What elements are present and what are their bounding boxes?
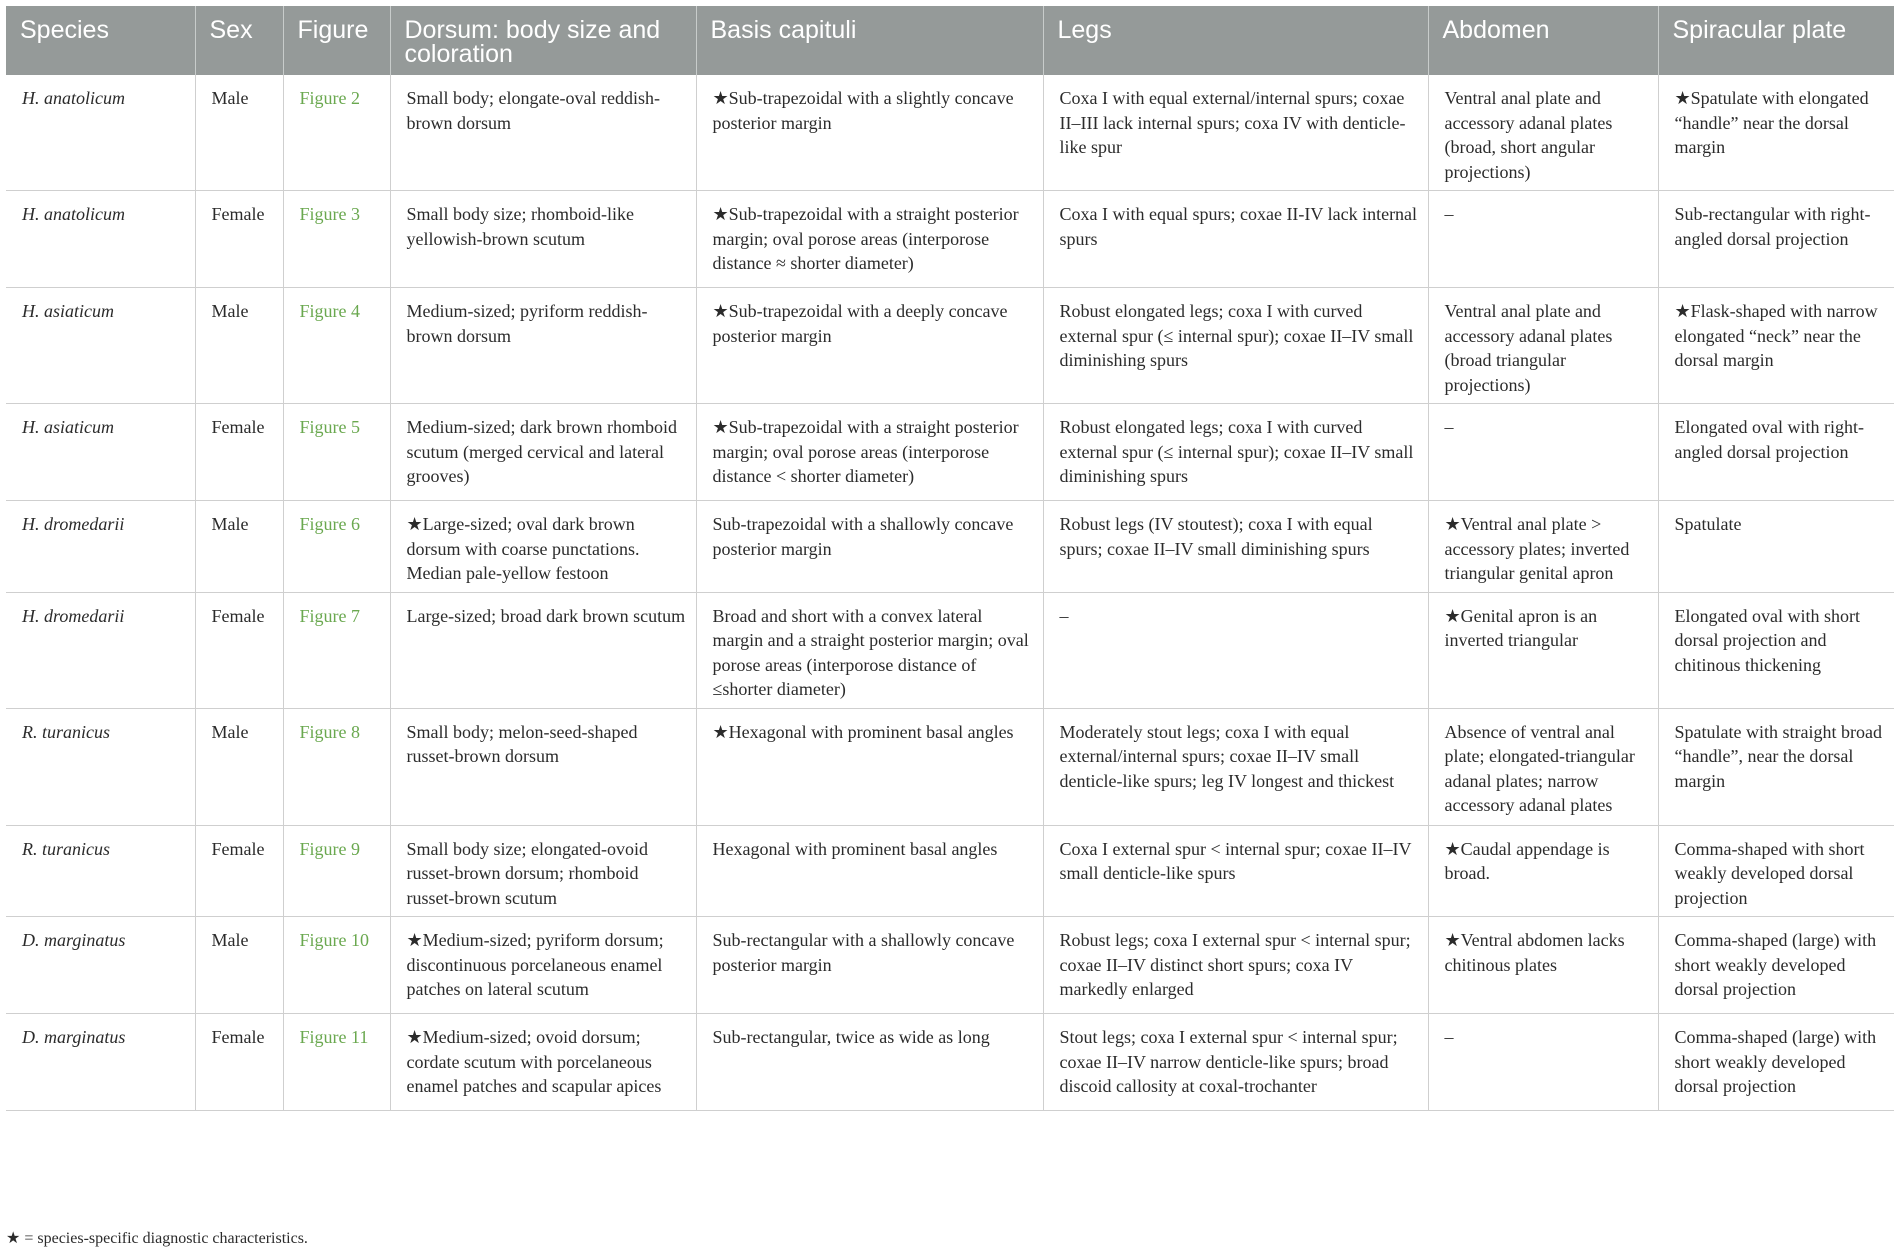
cell-dorsum: Small body size; elongated-ovoid russet-brown dorsum; rhomboid russet-brown scutum — [390, 825, 696, 917]
cell-spiracular-plate: ★Flask-shaped with narrow elongated “neck” near the dorsal margin — [1658, 288, 1894, 404]
cell-spiracular-plate: Spatulate with straight broad “handle”, near the dorsal margin — [1658, 708, 1894, 825]
cell-abdomen: Absence of ventral anal plate; elongated-triangular adanal plates; narrow accessory adanal plates — [1428, 708, 1658, 825]
cell-spiracular-plate: ★Spatulate with elongated “handle” near the dorsal margin — [1658, 75, 1894, 191]
header-basis-capituli: Basis capituli — [696, 6, 1043, 75]
cell-sex: Male — [195, 708, 283, 825]
cell-dorsum: Medium-sized; pyriform reddish-brown dorsum — [390, 288, 696, 404]
cell-sex: Male — [195, 917, 283, 1014]
cell-legs: Robust elongated legs; coxa I with curved external spur (≤ internal spur); coxae II–IV small diminishing spurs — [1043, 404, 1428, 501]
cell-abdomen: ★Caudal appendage is broad. — [1428, 825, 1658, 917]
table-row — [6, 288, 1894, 404]
cell-basis-capituli: ★Sub-trapezoidal with a straight posterior margin; oval porose areas (interporose distance ≈ shorter diameter) — [696, 191, 1043, 288]
cell-legs: – — [1043, 592, 1428, 708]
cell-species: H. dromedarii — [6, 501, 195, 593]
cell-species: H. asiaticum — [6, 288, 195, 404]
header-legs: Legs — [1043, 6, 1428, 75]
cell-spiracular-plate: Comma-shaped (large) with short weakly developed dorsal projection — [1658, 917, 1894, 1014]
cell-legs: Coxa I with equal external/internal spurs; coxae II–III lack internal spurs; coxa IV with denticle-like spur — [1043, 75, 1428, 191]
cell-legs: Moderately stout legs; coxa I with equal external/internal spurs; coxae II–IV small denticle-like spurs; leg IV longest and thickest — [1043, 708, 1428, 825]
figure-link[interactable]: Figure 7 — [283, 592, 390, 708]
cell-abdomen: ★Genital apron is an inverted triangular — [1428, 592, 1658, 708]
header-figure: Figure — [283, 6, 390, 75]
cell-dorsum: ★Large-sized; oval dark brown dorsum with coarse punctations. Median pale-yellow festoon — [390, 501, 696, 593]
table-footnote: ★ = species-specific diagnostic characteristics. — [6, 1230, 308, 1247]
cell-spiracular-plate: Spatulate — [1658, 501, 1894, 593]
species-characteristics-table — [6, 6, 1894, 1111]
cell-dorsum: Large-sized; broad dark brown scutum — [390, 592, 696, 708]
cell-abdomen: Ventral anal plate and accessory adanal plates (broad triangular projections) — [1428, 288, 1658, 404]
table-container — [6, 6, 1894, 1111]
header-abdomen: Abdomen — [1428, 6, 1658, 75]
cell-abdomen: – — [1428, 1014, 1658, 1111]
cell-abdomen: ★Ventral abdomen lacks chitinous plates — [1428, 917, 1658, 1014]
table-row — [6, 708, 1894, 825]
cell-species: D. marginatus — [6, 917, 195, 1014]
table-row — [6, 501, 1894, 593]
figure-link[interactable]: Figure 10 — [283, 917, 390, 1014]
cell-basis-capituli: ★Sub-trapezoidal with a deeply concave posterior margin — [696, 288, 1043, 404]
cell-species: H. anatolicum — [6, 191, 195, 288]
cell-spiracular-plate: Sub-rectangular with right-angled dorsal projection — [1658, 191, 1894, 288]
cell-legs: Robust legs; coxa I external spur < internal spur; coxae II–IV distinct short spurs; coxa IV markedly enlarged — [1043, 917, 1428, 1014]
cell-species: H. anatolicum — [6, 75, 195, 191]
table-row — [6, 917, 1894, 1014]
cell-legs: Robust legs (IV stoutest); coxa I with equal spurs; coxae II–IV small diminishing spurs — [1043, 501, 1428, 593]
cell-sex: Male — [195, 75, 283, 191]
table-row — [6, 75, 1894, 191]
header-row — [6, 6, 1894, 75]
cell-basis-capituli: Sub-rectangular, twice as wide as long — [696, 1014, 1043, 1111]
cell-species: H. asiaticum — [6, 404, 195, 501]
figure-link[interactable]: Figure 5 — [283, 404, 390, 501]
figure-link[interactable]: Figure 2 — [283, 75, 390, 191]
cell-sex: Female — [195, 191, 283, 288]
cell-abdomen: Ventral anal plate and accessory adanal plates (broad, short angular projections) — [1428, 75, 1658, 191]
header-sex: Sex — [195, 6, 283, 75]
cell-dorsum: ★Medium-sized; pyriform dorsum; discontinuous porcelaneous enamel patches on lateral scutum — [390, 917, 696, 1014]
table-row — [6, 825, 1894, 917]
cell-spiracular-plate: Elongated oval with short dorsal projection and chitinous thickening — [1658, 592, 1894, 708]
cell-species: D. marginatus — [6, 1014, 195, 1111]
cell-spiracular-plate: Elongated oval with right-angled dorsal projection — [1658, 404, 1894, 501]
figure-link[interactable]: Figure 9 — [283, 825, 390, 917]
header-dorsum: Dorsum: body size and coloration — [390, 6, 696, 75]
cell-dorsum: ★Medium-sized; ovoid dorsum; cordate scutum with porcelaneous enamel patches and scapular apices — [390, 1014, 696, 1111]
cell-spiracular-plate: Comma-shaped (large) with short weakly developed dorsal projection — [1658, 1014, 1894, 1111]
cell-basis-capituli: Sub-rectangular with a shallowly concave posterior margin — [696, 917, 1043, 1014]
cell-legs: Coxa I external spur < internal spur; coxae II–IV small denticle-like spurs — [1043, 825, 1428, 917]
cell-abdomen: ★Ventral anal plate > accessory plates; inverted triangular genital apron — [1428, 501, 1658, 593]
figure-link[interactable]: Figure 8 — [283, 708, 390, 825]
figure-link[interactable]: Figure 11 — [283, 1014, 390, 1111]
header-spiracular-plate: Spiracular plate — [1658, 6, 1894, 75]
table-row — [6, 191, 1894, 288]
cell-sex: Female — [195, 825, 283, 917]
cell-sex: Female — [195, 1014, 283, 1111]
cell-legs: Coxa I with equal spurs; coxae II-IV lack internal spurs — [1043, 191, 1428, 288]
cell-dorsum: Medium-sized; dark brown rhomboid scutum (merged cervical and lateral grooves) — [390, 404, 696, 501]
table-row — [6, 592, 1894, 708]
cell-species: R. turanicus — [6, 708, 195, 825]
cell-species: R. turanicus — [6, 825, 195, 917]
figure-link[interactable]: Figure 6 — [283, 501, 390, 593]
cell-species: H. dromedarii — [6, 592, 195, 708]
cell-abdomen: – — [1428, 404, 1658, 501]
cell-sex: Male — [195, 288, 283, 404]
cell-sex: Female — [195, 592, 283, 708]
cell-basis-capituli: ★Sub-trapezoidal with a slightly concave posterior margin — [696, 75, 1043, 191]
table-row — [6, 1014, 1894, 1111]
cell-sex: Male — [195, 501, 283, 593]
cell-basis-capituli: ★Hexagonal with prominent basal angles — [696, 708, 1043, 825]
cell-legs: Robust elongated legs; coxa I with curved external spur (≤ internal spur); coxae II–IV small diminishing spurs — [1043, 288, 1428, 404]
cell-basis-capituli: Hexagonal with prominent basal angles — [696, 825, 1043, 917]
cell-legs: Stout legs; coxa I external spur < internal spur; coxae II–IV narrow denticle-like spurs; broad discoid callosity at coxal-trochanter — [1043, 1014, 1428, 1111]
cell-sex: Female — [195, 404, 283, 501]
cell-dorsum: Small body; melon-seed-shaped russet-brown dorsum — [390, 708, 696, 825]
cell-spiracular-plate: Comma-shaped with short weakly developed dorsal projection — [1658, 825, 1894, 917]
cell-basis-capituli: Sub-trapezoidal with a shallowly concave posterior margin — [696, 501, 1043, 593]
cell-dorsum: Small body; elongate-oval reddish-brown dorsum — [390, 75, 696, 191]
cell-basis-capituli: Broad and short with a convex lateral margin and a straight posterior margin; oval porose areas (interporose distance of ≤shorter diameter) — [696, 592, 1043, 708]
figure-link[interactable]: Figure 4 — [283, 288, 390, 404]
cell-basis-capituli: ★Sub-trapezoidal with a straight posterior margin; oval porose areas (interporose distance < shorter diameter) — [696, 404, 1043, 501]
cell-dorsum: Small body size; rhomboid-like yellowish-brown scutum — [390, 191, 696, 288]
figure-link[interactable]: Figure 3 — [283, 191, 390, 288]
header-species: Species — [6, 6, 195, 75]
table-row — [6, 404, 1894, 501]
cell-abdomen: – — [1428, 191, 1658, 288]
